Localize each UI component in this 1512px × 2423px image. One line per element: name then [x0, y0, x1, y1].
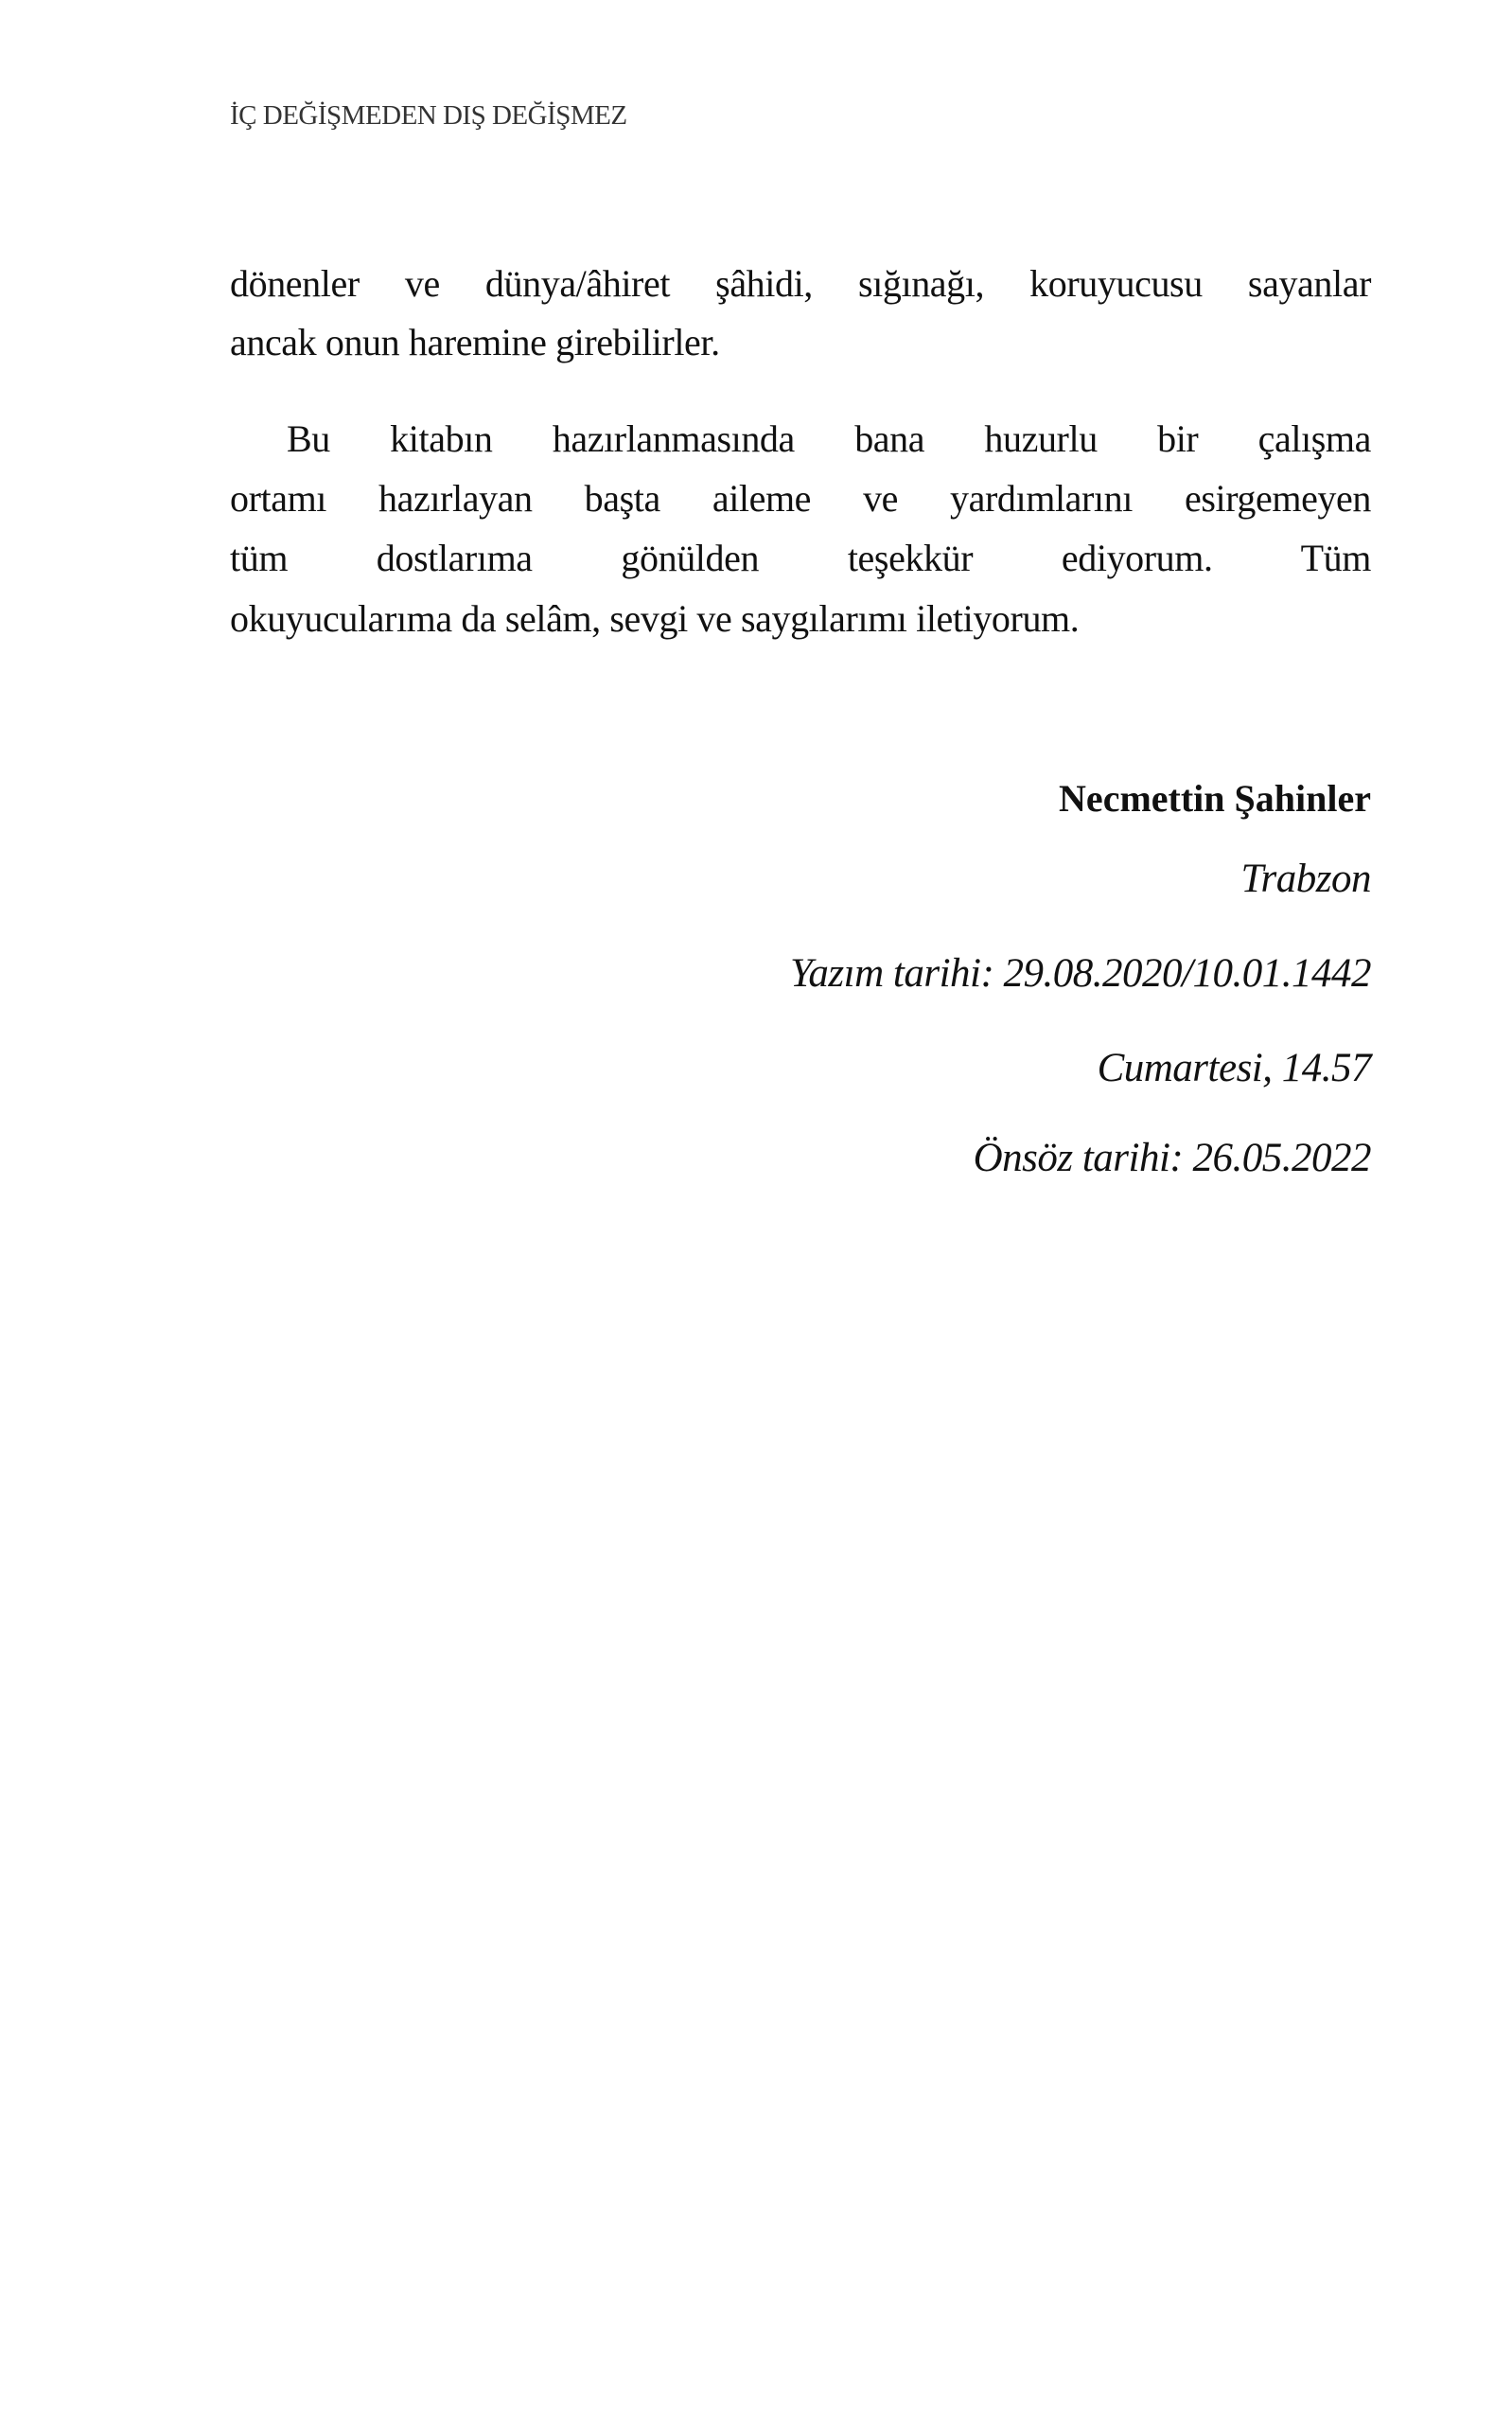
place: Trabzon	[1240, 857, 1371, 901]
paragraph-2-line: tüm dostlarıma gönülden teşekkür ediyorum. Tüm	[230, 537, 1371, 579]
running-header: İÇ DEĞİŞMEDEN DIŞ DEĞİŞMEZ	[230, 100, 627, 131]
paragraph-2-line: okuyucularıma da selâm, sevgi ve saygılarımı iletiyorum.	[230, 597, 1080, 640]
paragraph-1-line: ancak onun haremine girebilirler.	[230, 321, 720, 363]
preface-date: Önsöz tarihi: 26.05.2022	[973, 1136, 1371, 1180]
author-name: Necmettin Şahinler	[1059, 777, 1371, 820]
day-time: Cumartesi, 14.57	[1097, 1046, 1371, 1090]
paragraph-2-line: ortamı hazırlayan başta aileme ve yardımlarını esirgemeyen	[230, 477, 1371, 520]
writing-date: Yazım tarihi: 29.08.2020/10.01.1442	[789, 951, 1371, 996]
paragraph-1-line: dönenler ve dünya/âhiret şâhidi, sığınağı, koruyucusu sayanlar	[230, 262, 1371, 305]
paragraph-2-line: Bu kitabın hazırlanmasında bana huzurlu bir çalışma	[287, 417, 1371, 460]
